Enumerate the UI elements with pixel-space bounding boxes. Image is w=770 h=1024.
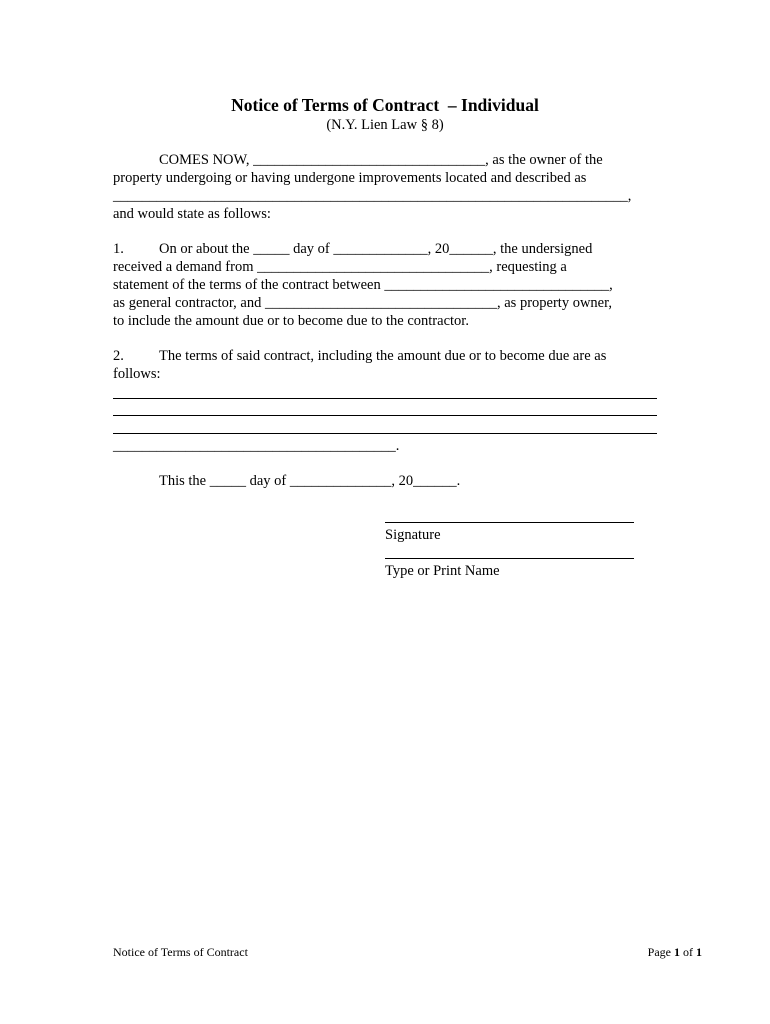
paragraph-1-line: as general contractor, and ________________________________, as property owner, bbox=[113, 295, 612, 311]
paragraph-2-line: The terms of said contract, including the amount due or to become due are as bbox=[159, 348, 607, 364]
property-description-blank: _______________________________________________________________________, bbox=[113, 188, 632, 204]
document-subtitle: (N.Y. Lien Law § 8) bbox=[326, 117, 444, 133]
comes-now-line: COMES NOW, ________________________________, as the owner of the bbox=[159, 152, 603, 168]
paragraph-2-number: 2. bbox=[113, 348, 124, 364]
page-of: of bbox=[680, 945, 696, 959]
footer-title: Notice of Terms of Contract bbox=[113, 945, 248, 959]
property-line: property undergoing or having undergone improvements located and described as bbox=[113, 170, 587, 186]
paragraph-1-line: statement of the terms of the contract between _______________________________, bbox=[113, 277, 613, 293]
paragraph-1-line: to include the amount due or to become due to the contractor. bbox=[113, 313, 469, 329]
date-line: This the _____ day of ______________, 20______. bbox=[159, 473, 461, 489]
print-name-label: Type or Print Name bbox=[385, 563, 500, 579]
state-as-follows-line: and would state as follows: bbox=[113, 206, 271, 222]
signature-blank-line bbox=[385, 522, 634, 523]
paragraph-1-line: received a demand from ________________________________, requesting a bbox=[113, 259, 567, 275]
paragraph-1-line: On or about the _____ day of _____________, 20______, the undersigned bbox=[159, 241, 593, 257]
terms-blank-line bbox=[113, 415, 657, 416]
terms-blank-line bbox=[113, 433, 657, 434]
print-name-blank-line bbox=[385, 558, 634, 559]
paragraph-1-number: 1. bbox=[113, 241, 124, 257]
paragraph-2-line: follows: bbox=[113, 366, 161, 382]
page-total: 1 bbox=[696, 945, 702, 959]
terms-blank-line bbox=[113, 398, 657, 399]
page-prefix: Page bbox=[647, 945, 674, 959]
signature-label: Signature bbox=[385, 527, 441, 543]
document-title: Notice of Terms of Contract – Individual bbox=[231, 95, 539, 115]
footer-page-number bbox=[648, 945, 702, 960]
terms-blank-line-end: _______________________________________. bbox=[113, 438, 400, 454]
page-current: 1 bbox=[674, 945, 680, 959]
